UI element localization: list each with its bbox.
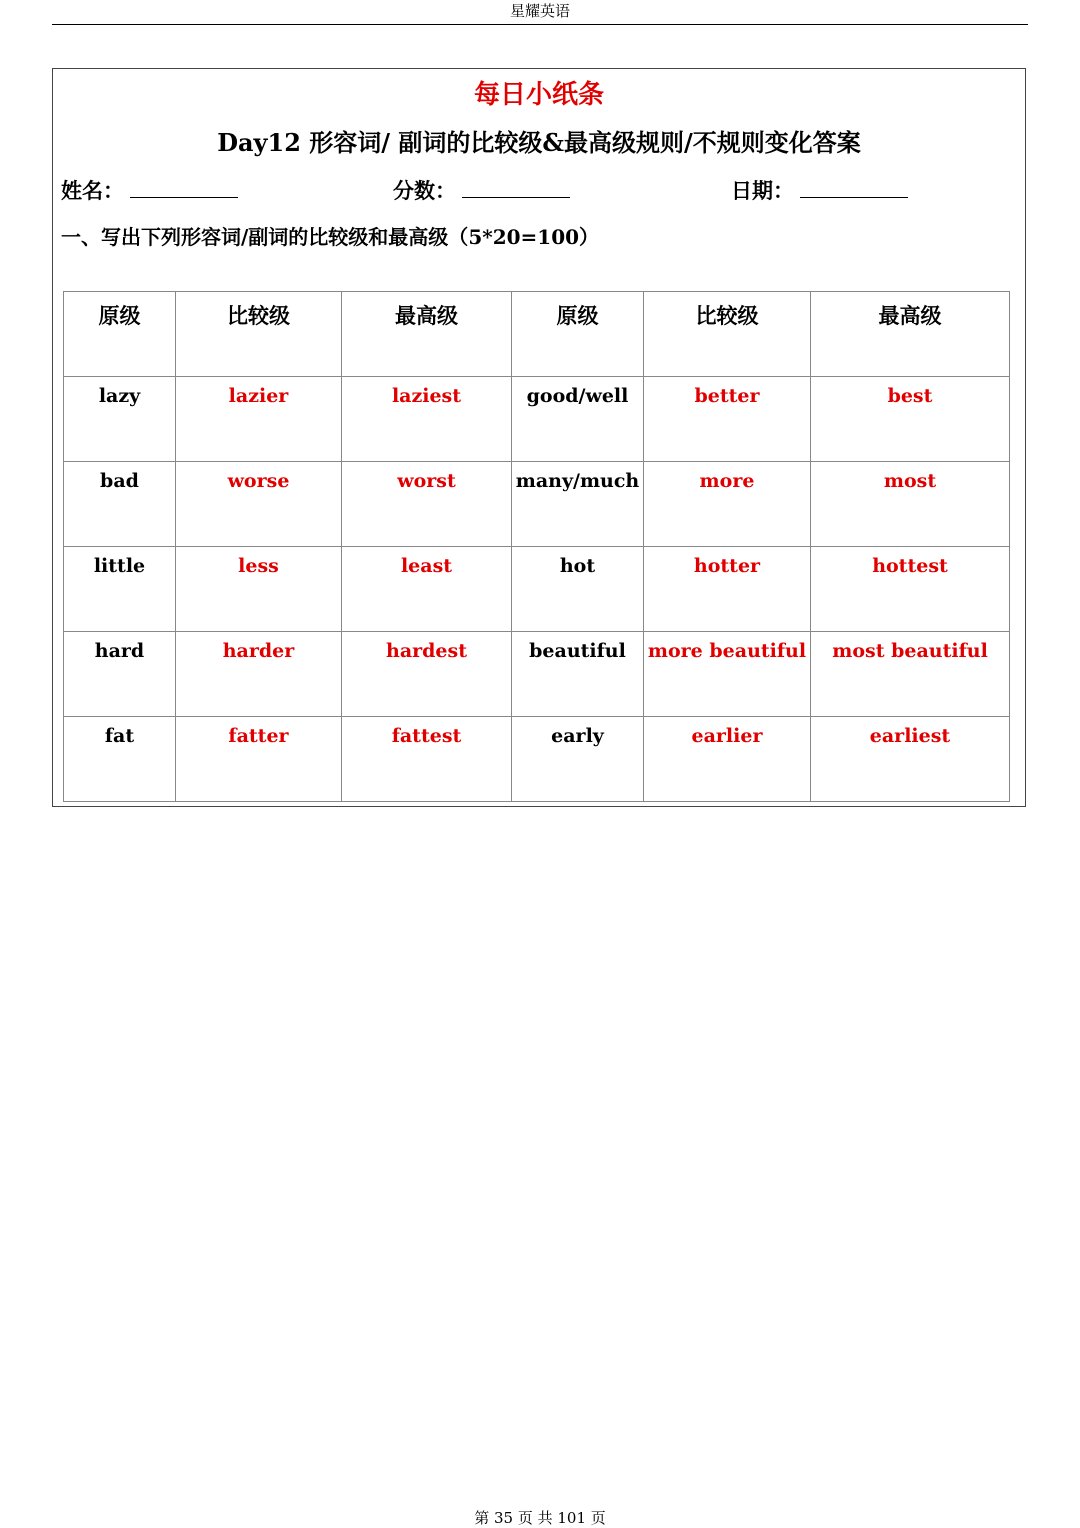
name-label: 姓名： bbox=[61, 179, 124, 203]
answer-comparative: worse bbox=[176, 462, 342, 547]
answer-superlative: hottest bbox=[811, 547, 1010, 632]
worksheet-subtitle: Day12 形容词/ 副词的比较级&最高级规则/不规则变化答案 bbox=[217, 128, 861, 157]
word-positive: hard bbox=[64, 632, 176, 717]
page-header bbox=[52, 0, 1028, 25]
table-row bbox=[64, 547, 1010, 632]
page-number: 第 35 页 共 101 页 bbox=[474, 1509, 606, 1527]
header-superlative: 最高级 bbox=[342, 292, 512, 377]
answer-superlative: fattest bbox=[342, 717, 512, 802]
answer-comparative: less bbox=[176, 547, 342, 632]
score-blank[interactable] bbox=[462, 175, 570, 198]
answer-superlative: earliest bbox=[811, 717, 1010, 802]
section-heading-suffix: ） bbox=[579, 225, 600, 249]
word-positive: little bbox=[64, 547, 176, 632]
table-row bbox=[64, 632, 1010, 717]
answer-superlative: laziest bbox=[342, 377, 512, 462]
answer-comparative: more bbox=[644, 462, 811, 547]
answer-comparative: hotter bbox=[644, 547, 811, 632]
answer-comparative: lazier bbox=[176, 377, 342, 462]
answer-superlative: hardest bbox=[342, 632, 512, 717]
header-brand: 星耀英语 bbox=[509, 2, 570, 20]
answer-superlative: least bbox=[342, 547, 512, 632]
table-row bbox=[64, 717, 1010, 802]
answer-superlative: most bbox=[811, 462, 1010, 547]
header-positive: 原级 bbox=[512, 292, 644, 377]
header-comparative: 比较级 bbox=[176, 292, 342, 377]
header-superlative: 最高级 bbox=[811, 292, 1010, 377]
comparison-table bbox=[63, 291, 1010, 802]
page-footer bbox=[0, 1508, 1080, 1528]
table-row bbox=[64, 462, 1010, 547]
answer-superlative: worst bbox=[342, 462, 512, 547]
name-field[interactable] bbox=[61, 175, 238, 207]
word-positive: bad bbox=[64, 462, 176, 547]
word-positive: early bbox=[512, 717, 644, 802]
score-label: 分数： bbox=[393, 179, 456, 203]
answer-superlative: most beautiful bbox=[811, 632, 1010, 717]
section-heading-score: 5*20=100 bbox=[468, 225, 580, 249]
answer-comparative: earlier bbox=[644, 717, 811, 802]
header-comparative: 比较级 bbox=[644, 292, 811, 377]
answer-comparative: more beautiful bbox=[644, 632, 811, 717]
section-heading-prefix: 一、写出下列形容词/副词的比较级和最高级（ bbox=[61, 225, 469, 249]
table-header-row bbox=[64, 292, 1010, 377]
worksheet-card bbox=[52, 68, 1026, 807]
table-row bbox=[64, 377, 1010, 462]
date-blank[interactable] bbox=[800, 175, 908, 198]
word-positive: lazy bbox=[64, 377, 176, 462]
date-field[interactable] bbox=[731, 175, 908, 207]
answer-comparative: harder bbox=[176, 632, 342, 717]
word-positive: fat bbox=[64, 717, 176, 802]
answer-comparative: fatter bbox=[176, 717, 342, 802]
answer-superlative: best bbox=[811, 377, 1010, 462]
word-positive: hot bbox=[512, 547, 644, 632]
date-label: 日期： bbox=[731, 179, 794, 203]
score-field[interactable] bbox=[393, 175, 570, 207]
header-positive: 原级 bbox=[64, 292, 176, 377]
word-positive: many/much bbox=[512, 462, 644, 547]
answer-comparative: better bbox=[644, 377, 811, 462]
section-heading bbox=[61, 221, 599, 253]
student-info-row bbox=[61, 175, 1017, 207]
word-positive: good/well bbox=[512, 377, 644, 462]
worksheet-title: 每日小纸条 bbox=[473, 80, 604, 110]
word-positive: beautiful bbox=[512, 632, 644, 717]
name-blank[interactable] bbox=[130, 175, 238, 198]
